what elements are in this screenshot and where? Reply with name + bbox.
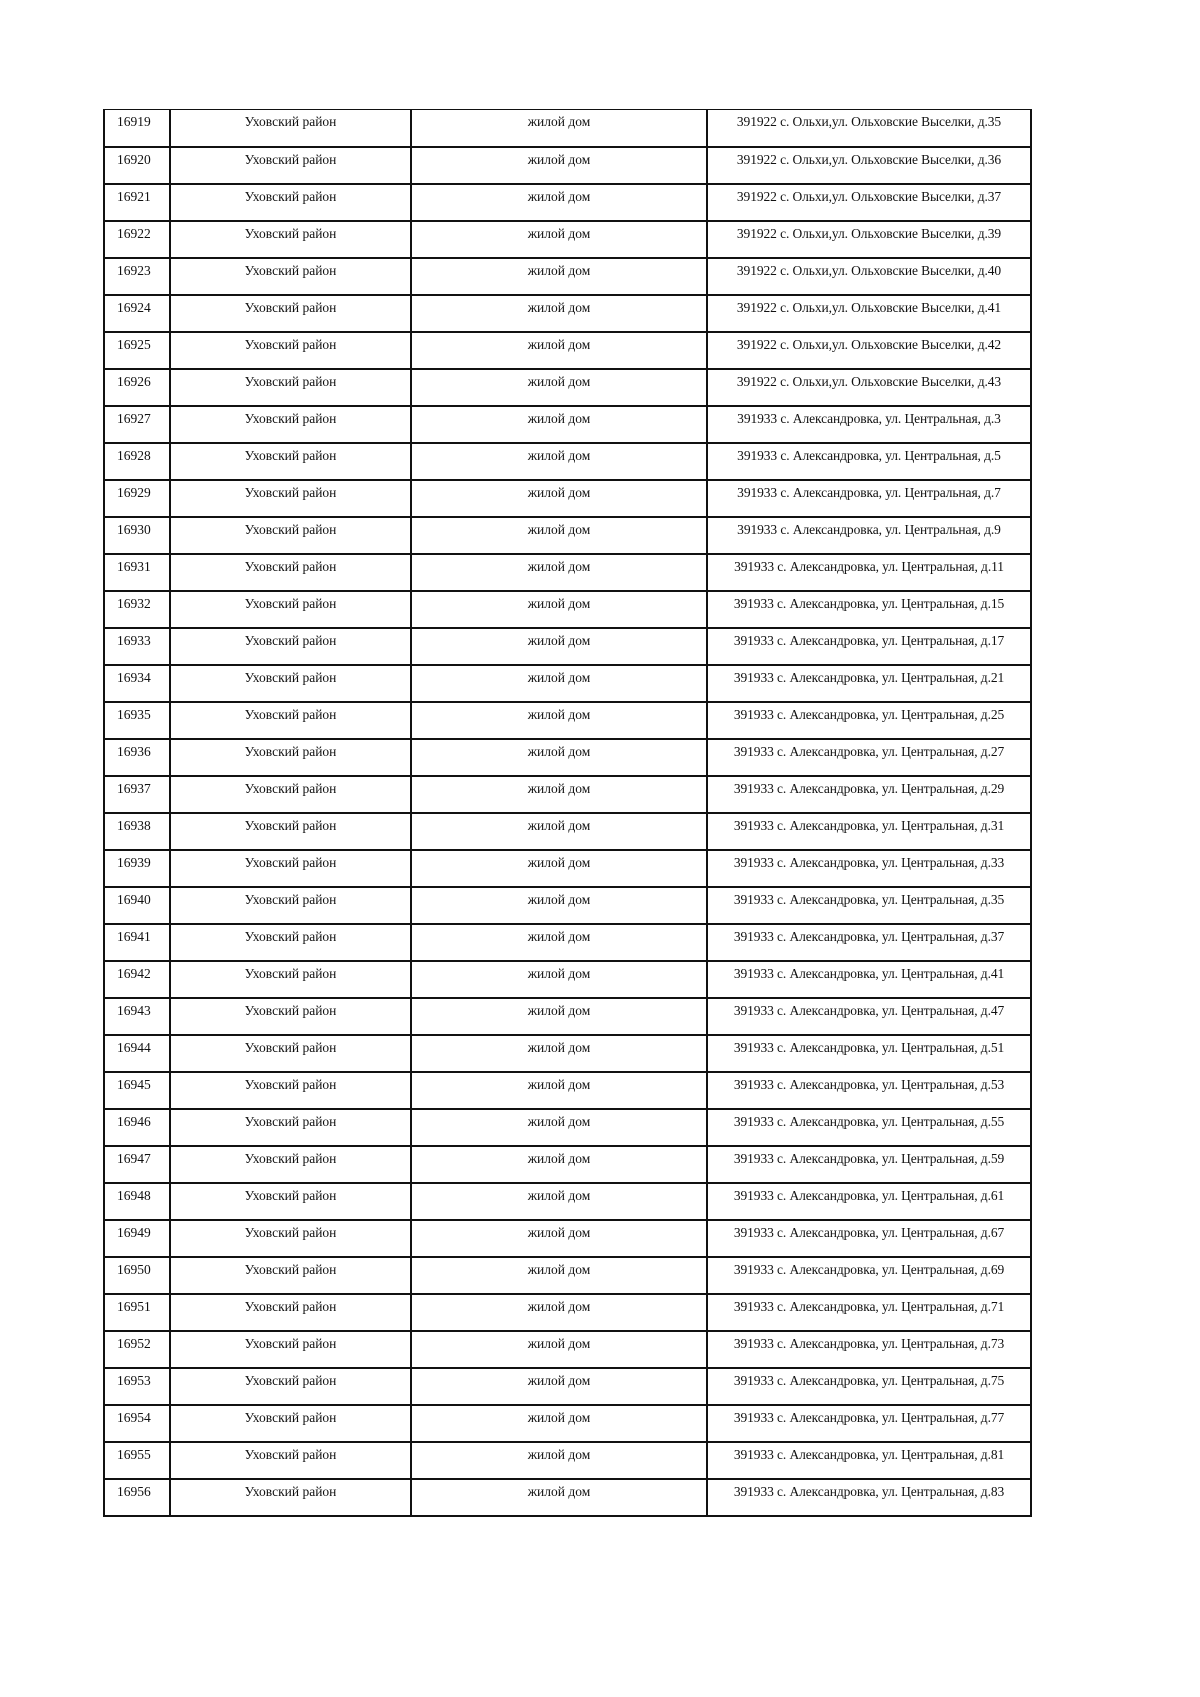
cell-district: Уховский район <box>170 628 411 665</box>
cell-address: 391922 с. Ольхи,ул. Ольховские Выселки, д.35 <box>707 110 1031 147</box>
cell-number: 16924 <box>104 295 170 332</box>
cell-district: Уховский район <box>170 406 411 443</box>
table-row <box>104 1442 1031 1479</box>
cell-address: 391933 с. Александровка, ул. Центральная, д.53 <box>707 1072 1031 1109</box>
cell-district: Уховский район <box>170 110 411 147</box>
cell-number: 16939 <box>104 850 170 887</box>
cell-district: Уховский район <box>170 443 411 480</box>
cell-address: 391933 с. Александровка, ул. Центральная, д.59 <box>707 1146 1031 1183</box>
cell-object-type: жилой дом <box>411 110 707 147</box>
cell-object-type: жилой дом <box>411 1072 707 1109</box>
table-row <box>104 776 1031 813</box>
table-row <box>104 665 1031 702</box>
table-row <box>104 1035 1031 1072</box>
table-row <box>104 443 1031 480</box>
cell-district: Уховский район <box>170 332 411 369</box>
cell-object-type: жилой дом <box>411 184 707 221</box>
cell-object-type: жилой дом <box>411 702 707 739</box>
cell-number: 16943 <box>104 998 170 1035</box>
cell-address: 391933 с. Александровка, ул. Центральная, д.61 <box>707 1183 1031 1220</box>
cell-number: 16944 <box>104 1035 170 1072</box>
cell-object-type: жилой дом <box>411 369 707 406</box>
cell-address: 391933 с. Александровка, ул. Центральная, д.25 <box>707 702 1031 739</box>
cell-address: 391922 с. Ольхи,ул. Ольховские Выселки, д.40 <box>707 258 1031 295</box>
cell-object-type: жилой дом <box>411 998 707 1035</box>
cell-object-type: жилой дом <box>411 1183 707 1220</box>
cell-number: 16926 <box>104 369 170 406</box>
cell-district: Уховский район <box>170 1072 411 1109</box>
cell-address: 391933 с. Александровка, ул. Центральная, д.33 <box>707 850 1031 887</box>
cell-district: Уховский район <box>170 1257 411 1294</box>
cell-district: Уховский район <box>170 665 411 702</box>
cell-number: 16930 <box>104 517 170 554</box>
cell-address: 391933 с. Александровка, ул. Центральная, д.31 <box>707 813 1031 850</box>
cell-number: 16955 <box>104 1442 170 1479</box>
cell-district: Уховский район <box>170 924 411 961</box>
cell-number: 16950 <box>104 1257 170 1294</box>
cell-district: Уховский район <box>170 1035 411 1072</box>
cell-district: Уховский район <box>170 480 411 517</box>
cell-object-type: жилой дом <box>411 406 707 443</box>
cell-object-type: жилой дом <box>411 332 707 369</box>
cell-object-type: жилой дом <box>411 443 707 480</box>
table-row <box>104 295 1031 332</box>
cell-object-type: жилой дом <box>411 591 707 628</box>
table-row <box>104 1072 1031 1109</box>
table-row <box>104 147 1031 184</box>
cell-object-type: жилой дом <box>411 1405 707 1442</box>
cell-address: 391933 с. Александровка, ул. Центральная, д.9 <box>707 517 1031 554</box>
cell-object-type: жилой дом <box>411 739 707 776</box>
cell-address: 391933 с. Александровка, ул. Центральная, д.11 <box>707 554 1031 591</box>
cell-number: 16945 <box>104 1072 170 1109</box>
cell-district: Уховский район <box>170 295 411 332</box>
cell-address: 391933 с. Александровка, ул. Центральная, д.17 <box>707 628 1031 665</box>
cell-district: Уховский район <box>170 258 411 295</box>
table-row <box>104 369 1031 406</box>
cell-number: 16920 <box>104 147 170 184</box>
table-row <box>104 1257 1031 1294</box>
cell-district: Уховский район <box>170 147 411 184</box>
cell-number: 16923 <box>104 258 170 295</box>
address-table <box>103 109 1032 1517</box>
cell-object-type: жилой дом <box>411 1331 707 1368</box>
table-row <box>104 1479 1031 1516</box>
cell-object-type: жилой дом <box>411 1442 707 1479</box>
cell-district: Уховский район <box>170 850 411 887</box>
table-row <box>104 628 1031 665</box>
cell-district: Уховский район <box>170 887 411 924</box>
cell-address: 391922 с. Ольхи,ул. Ольховские Выселки, д.39 <box>707 221 1031 258</box>
cell-address: 391933 с. Александровка, ул. Центральная, д.41 <box>707 961 1031 998</box>
cell-district: Уховский район <box>170 1368 411 1405</box>
cell-district: Уховский район <box>170 517 411 554</box>
cell-address: 391933 с. Александровка, ул. Центральная, д.73 <box>707 1331 1031 1368</box>
cell-number: 16947 <box>104 1146 170 1183</box>
cell-address: 391933 с. Александровка, ул. Центральная, д.77 <box>707 1405 1031 1442</box>
cell-number: 16933 <box>104 628 170 665</box>
cell-district: Уховский район <box>170 1331 411 1368</box>
cell-district: Уховский район <box>170 739 411 776</box>
cell-number: 16932 <box>104 591 170 628</box>
cell-district: Уховский район <box>170 813 411 850</box>
table-row <box>104 1220 1031 1257</box>
cell-address: 391933 с. Александровка, ул. Центральная, д.5 <box>707 443 1031 480</box>
table-row <box>104 332 1031 369</box>
cell-district: Уховский район <box>170 998 411 1035</box>
table-row <box>104 406 1031 443</box>
cell-object-type: жилой дом <box>411 850 707 887</box>
table-row <box>104 1294 1031 1331</box>
table-row <box>104 887 1031 924</box>
cell-address: 391933 с. Александровка, ул. Центральная, д.55 <box>707 1109 1031 1146</box>
cell-object-type: жилой дом <box>411 887 707 924</box>
cell-district: Уховский район <box>170 184 411 221</box>
cell-address: 391933 с. Александровка, ул. Центральная, д.21 <box>707 665 1031 702</box>
cell-number: 16949 <box>104 1220 170 1257</box>
cell-number: 16938 <box>104 813 170 850</box>
cell-number: 16928 <box>104 443 170 480</box>
cell-number: 16946 <box>104 1109 170 1146</box>
cell-object-type: жилой дом <box>411 295 707 332</box>
cell-object-type: жилой дом <box>411 1220 707 1257</box>
cell-district: Уховский район <box>170 1479 411 1516</box>
cell-district: Уховский район <box>170 1183 411 1220</box>
cell-address: 391933 с. Александровка, ул. Центральная, д.29 <box>707 776 1031 813</box>
cell-district: Уховский район <box>170 702 411 739</box>
cell-address: 391933 с. Александровка, ул. Центральная, д.75 <box>707 1368 1031 1405</box>
table-row <box>104 591 1031 628</box>
cell-object-type: жилой дом <box>411 554 707 591</box>
cell-number: 16951 <box>104 1294 170 1331</box>
cell-district: Уховский район <box>170 554 411 591</box>
cell-number: 16919 <box>104 110 170 147</box>
cell-object-type: жилой дом <box>411 1257 707 1294</box>
cell-address: 391922 с. Ольхи,ул. Ольховские Выселки, д.37 <box>707 184 1031 221</box>
table-row <box>104 110 1031 147</box>
cell-object-type: жилой дом <box>411 961 707 998</box>
cell-number: 16929 <box>104 480 170 517</box>
cell-district: Уховский район <box>170 221 411 258</box>
cell-number: 16921 <box>104 184 170 221</box>
cell-address: 391933 с. Александровка, ул. Центральная, д.83 <box>707 1479 1031 1516</box>
cell-district: Уховский район <box>170 1405 411 1442</box>
cell-object-type: жилой дом <box>411 221 707 258</box>
cell-address: 391933 с. Александровка, ул. Центральная, д.27 <box>707 739 1031 776</box>
table-row <box>104 1405 1031 1442</box>
cell-number: 16931 <box>104 554 170 591</box>
table-row <box>104 1109 1031 1146</box>
cell-number: 16948 <box>104 1183 170 1220</box>
cell-address: 391933 с. Александровка, ул. Центральная, д.47 <box>707 998 1031 1035</box>
cell-district: Уховский район <box>170 1146 411 1183</box>
cell-number: 16953 <box>104 1368 170 1405</box>
cell-object-type: жилой дом <box>411 1109 707 1146</box>
cell-address: 391922 с. Ольхи,ул. Ольховские Выселки, д.41 <box>707 295 1031 332</box>
table-row <box>104 1183 1031 1220</box>
cell-number: 16934 <box>104 665 170 702</box>
cell-district: Уховский район <box>170 591 411 628</box>
table-row <box>104 702 1031 739</box>
cell-number: 16952 <box>104 1331 170 1368</box>
table-row <box>104 998 1031 1035</box>
cell-address: 391933 с. Александровка, ул. Центральная, д.71 <box>707 1294 1031 1331</box>
cell-district: Уховский район <box>170 1109 411 1146</box>
cell-object-type: жилой дом <box>411 517 707 554</box>
cell-number: 16941 <box>104 924 170 961</box>
cell-district: Уховский район <box>170 776 411 813</box>
cell-address: 391933 с. Александровка, ул. Центральная, д.37 <box>707 924 1031 961</box>
cell-number: 16940 <box>104 887 170 924</box>
cell-number: 16922 <box>104 221 170 258</box>
table-row <box>104 517 1031 554</box>
cell-object-type: жилой дом <box>411 1146 707 1183</box>
cell-district: Уховский район <box>170 961 411 998</box>
cell-address: 391933 с. Александровка, ул. Центральная, д.69 <box>707 1257 1031 1294</box>
cell-address: 391933 с. Александровка, ул. Центральная, д.51 <box>707 1035 1031 1072</box>
cell-object-type: жилой дом <box>411 776 707 813</box>
cell-number: 16927 <box>104 406 170 443</box>
cell-address: 391922 с. Ольхи,ул. Ольховские Выселки, д.43 <box>707 369 1031 406</box>
table-row <box>104 961 1031 998</box>
cell-district: Уховский район <box>170 1220 411 1257</box>
cell-district: Уховский район <box>170 369 411 406</box>
table-row <box>104 850 1031 887</box>
cell-address: 391933 с. Александровка, ул. Центральная, д.3 <box>707 406 1031 443</box>
cell-object-type: жилой дом <box>411 258 707 295</box>
cell-address: 391933 с. Александровка, ул. Центральная, д.15 <box>707 591 1031 628</box>
cell-object-type: жилой дом <box>411 924 707 961</box>
cell-number: 16937 <box>104 776 170 813</box>
cell-district: Уховский район <box>170 1294 411 1331</box>
cell-address: 391922 с. Ольхи,ул. Ольховские Выселки, д.42 <box>707 332 1031 369</box>
cell-object-type: жилой дом <box>411 1479 707 1516</box>
cell-address: 391922 с. Ольхи,ул. Ольховские Выселки, д.36 <box>707 147 1031 184</box>
table-body <box>104 110 1031 1516</box>
table-row <box>104 739 1031 776</box>
cell-address: 391933 с. Александровка, ул. Центральная, д.7 <box>707 480 1031 517</box>
cell-object-type: жилой дом <box>411 813 707 850</box>
cell-object-type: жилой дом <box>411 480 707 517</box>
table-row <box>104 258 1031 295</box>
table-row <box>104 1368 1031 1405</box>
cell-address: 391933 с. Александровка, ул. Центральная, д.81 <box>707 1442 1031 1479</box>
cell-number: 16954 <box>104 1405 170 1442</box>
cell-number: 16925 <box>104 332 170 369</box>
table-row <box>104 924 1031 961</box>
table-row <box>104 1331 1031 1368</box>
table-row <box>104 184 1031 221</box>
cell-object-type: жилой дом <box>411 628 707 665</box>
cell-number: 16942 <box>104 961 170 998</box>
cell-number: 16956 <box>104 1479 170 1516</box>
cell-number: 16936 <box>104 739 170 776</box>
table-row <box>104 480 1031 517</box>
cell-object-type: жилой дом <box>411 1035 707 1072</box>
cell-district: Уховский район <box>170 1442 411 1479</box>
cell-object-type: жилой дом <box>411 665 707 702</box>
table-row <box>104 221 1031 258</box>
cell-object-type: жилой дом <box>411 1294 707 1331</box>
cell-object-type: жилой дом <box>411 1368 707 1405</box>
table-row <box>104 813 1031 850</box>
table-row <box>104 1146 1031 1183</box>
cell-number: 16935 <box>104 702 170 739</box>
cell-address: 391933 с. Александровка, ул. Центральная, д.67 <box>707 1220 1031 1257</box>
cell-address: 391933 с. Александровка, ул. Центральная, д.35 <box>707 887 1031 924</box>
cell-object-type: жилой дом <box>411 147 707 184</box>
table-row <box>104 554 1031 591</box>
